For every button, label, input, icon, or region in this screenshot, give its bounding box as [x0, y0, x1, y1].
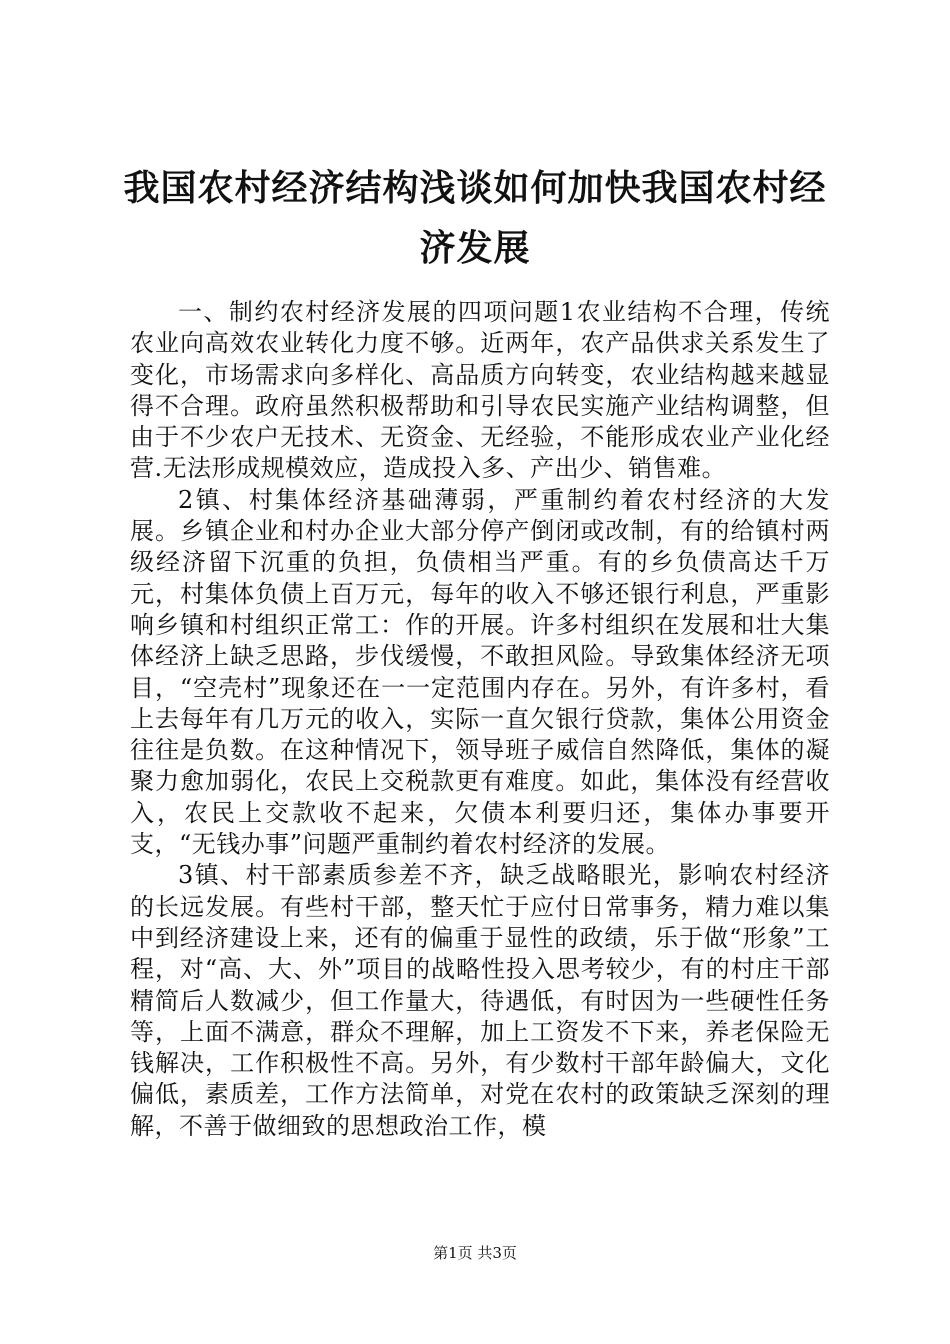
paragraph: 2镇、村集体经济基础薄弱，严重制约着农村经济的大发展。乡镇企业和村办企业大部分停产倒闭或改制，有的给镇村两级经济留下沉重的负担，负债相当严重。有的乡负债高达千万元，村集体负债上百万元，每年的收入不够还银行利息，严重影响乡镇和村组织正常工：作的开展。许多村组织在发展和壮大集体经济上缺乏思路，步伐缓慢，不敢担风险。导致集体经济无项目，“空壳村”现象还在一一定范围内存在。另外，有许多村，看上去每年有几万元的收入，实际一直欠银行贷款，集体公用资金往往是负数。在这种情况下，领导班子威信自然降低，集体的凝聚力愈加弱化，农民上交税款更有难度。如此，集体没有经营收入，农民上交款收不起来，欠债本利要归还，集体办事要开支，“无钱办事”问题严重制约着农村经济的发展。 — [130, 485, 830, 859]
paragraph: 一、制约农村经济发展的四项问题1农业结构不合理，传统农业向高效农业转化力度不够。近两年，农产品供求关系发生了变化，市场需求向多样化、高品质方向转变，农业结构越来越显得不合理。政府虽然积极帮助和引导农民实施产业结构调整，但由于不少农户无技术、无资金、无经验，不能形成农业产业化经营.无法形成规模效应，造成投入多、产出少、销售难。 — [130, 298, 830, 483]
document-body — [130, 297, 830, 1142]
paragraph: 3镇、村干部素质参差不齐，缺乏战略眼光，影响农村经济的长远发展。有些村干部，整天忙于应付日常事务，精力难以集中到经济建设上来，还有的偏重于显性的政绩，乐于做“形象”工程，对“高、大、外”项目的战略性投入思考较少，有的村庄干部精简后人数减少，但工作量大，待遇低，有时因为一些硬性任务等，上面不满意，群众不理解，加上工资发不下来，养老保险无钱解决，工作积极性不高。另外，有少数村干部年龄偏大，文化偏低，素质差，工作方法简单，对党在农村的政策缺乏深刻的理解，不善于做细致的思想政治工作，模 — [130, 861, 830, 1140]
document-title: 我国农村经济结构浅谈如何加快我国农村经济发展 — [123, 167, 827, 269]
page-footer: 第1页 共3页 — [433, 1244, 517, 1262]
